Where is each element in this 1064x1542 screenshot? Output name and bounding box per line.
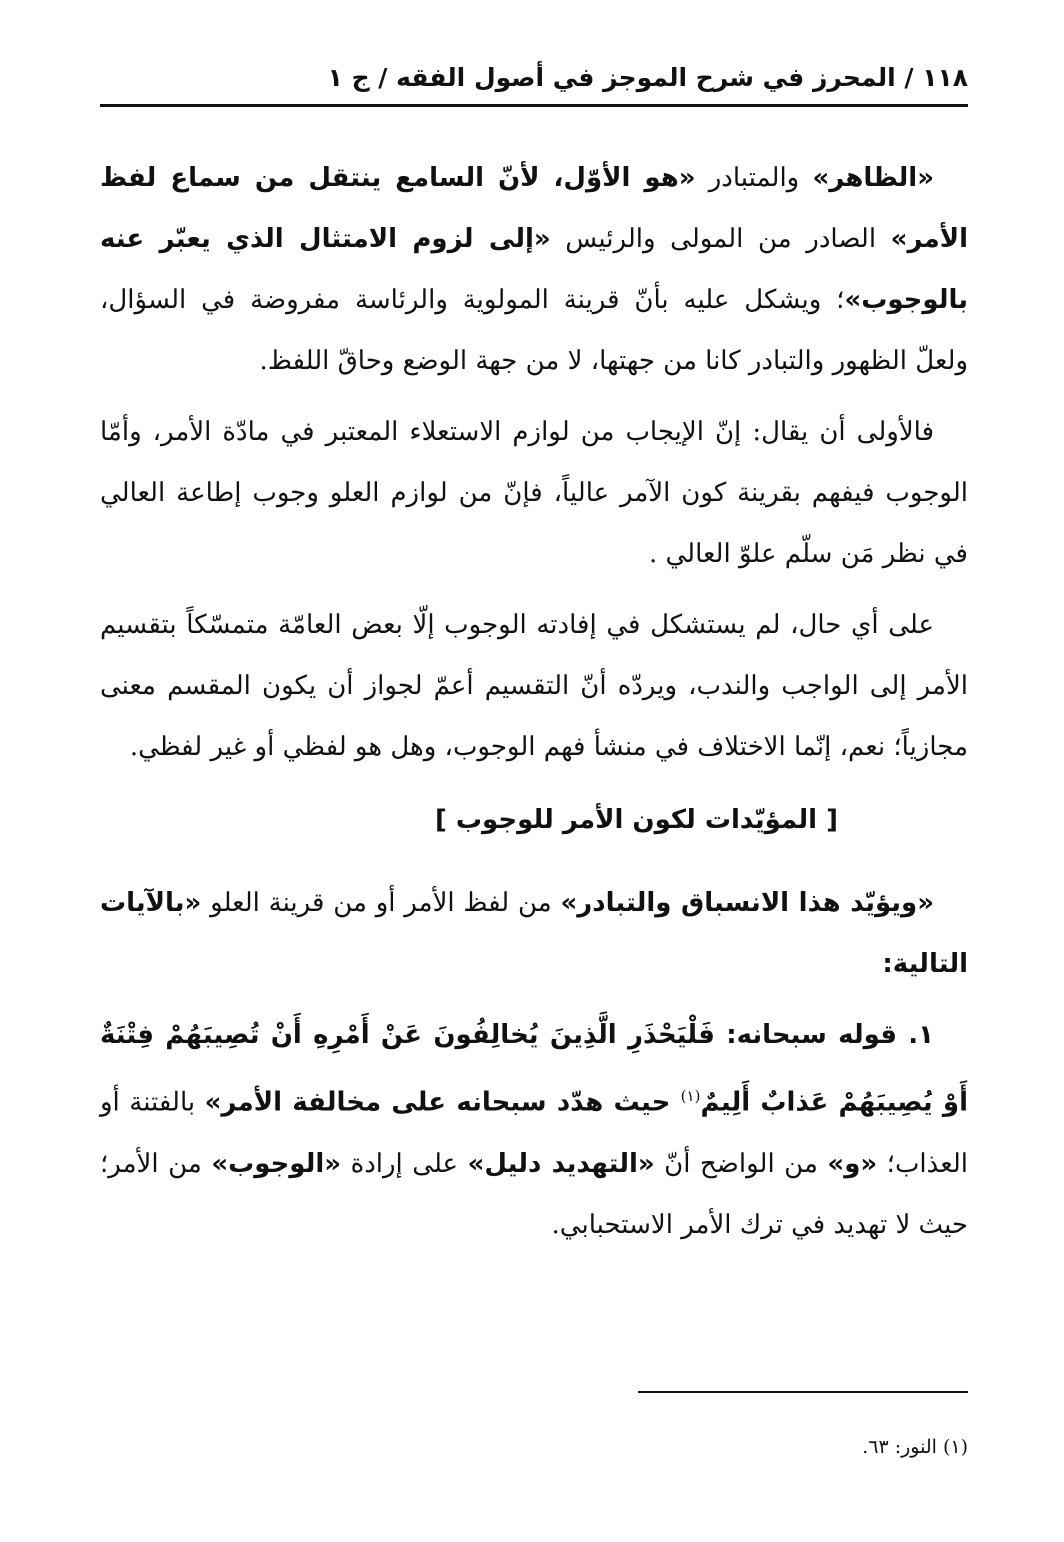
commentary-text: من الأمر؛ حيث لا تهديد في ترك الأمر الاستحبابي. [100, 1148, 968, 1240]
quoted-text: «ويؤيّد هذا الانسباق والتبادر» [560, 888, 934, 918]
paragraph-5 [100, 1005, 968, 1256]
quoted-text: حيث هدّد سبحانه على مخالفة الأمر» [204, 1087, 681, 1118]
quoted-term: «الظاهر» [812, 163, 934, 193]
commentary-text: الصادر من المولى والرئيس [550, 224, 891, 254]
running-header: ١١٨ / المحرز في شرح الموجز في أصول الفقه / ج ١ [327, 63, 968, 92]
commentary-text: من لفظ الأمر أو من قرينة العلو [201, 888, 561, 918]
paragraph-2: فالأولى أن يقال: إنّ الإيجاب من لوازم الاستعلاء المعتبر في مادّة الأمر، وأمّا الوجوب فيفهم بقرينة كون الآمر عالياً، فإنّ من لوازم العلو وجوب إطاعة العالي في نظر مَن سلّم علوّ العالي . [100, 417, 968, 569]
quoted-text: «الوجوب» [211, 1148, 342, 1179]
footnote-reference: (١) [680, 1087, 701, 1105]
commentary-text: من الواضح أنّ [654, 1148, 828, 1179]
paragraph-3: على أي حال، لم يستشكل في إفادته الوجوب إلّا بعض العامّة متمسّكاً بتقسيم الأمر إلى الواجب والندب، ويردّه أنّ التقسيم أعمّ لجواز أن يكون المقسم معنى مجازياً؛ نعم، إنّما الاختلاف في منشأ فهم الوجوب، وهل هو لفظي أو غير لفظي. [100, 610, 968, 762]
quoted-text: «و» [827, 1148, 878, 1179]
quoted-text: «التهديد دليل» [467, 1148, 655, 1179]
body-text [100, 148, 968, 1266]
commentary-text: بالفتنة أو العذاب؛ [100, 1087, 968, 1179]
section-heading: [ المؤيّدات لكون الأمر للوجوب ] [434, 805, 838, 835]
header-rule [100, 104, 968, 107]
quoted-text: «هو الأوّل، لأنّ السامع ينتقل من سماع لفظ الأمر» [100, 163, 968, 254]
quran-verse: فَلْيَحْذَرِ الَّذِينَ يُخالِفُونَ عَنْ أَمْرِهِ أَنْ تُصِيبَهُمْ فِتْنَةٌ أَوْ يُصِيبَهُمْ عَذابٌ أَلِيمٌ [100, 1020, 969, 1118]
footnote-rule [638, 1391, 968, 1393]
paragraph-1 [100, 148, 968, 392]
list-lead: ١. قوله سبحانه: [726, 1020, 934, 1050]
commentary-text: والمتبادر [695, 163, 813, 193]
footnote: (١) النور: ٦٣. [862, 1436, 968, 1458]
book-page [100, 0, 968, 1542]
commentary-text: على إرادة [341, 1148, 468, 1179]
quoted-text: «بالآيات التالية: [100, 888, 968, 979]
quoted-text: «إلى لزوم الامتثال الذي يعبّر عنه بالوجوب» [100, 224, 968, 315]
commentary-text: ؛ ويشكل عليه بأنّ قرينة المولوية والرئاسة مفروضة في السؤال، ولعلّ الظهور والتبادر كانا من جهتها، لا من جهة الوضع وحاقّ اللفظ. [100, 285, 968, 376]
paragraph-4 [100, 873, 968, 995]
